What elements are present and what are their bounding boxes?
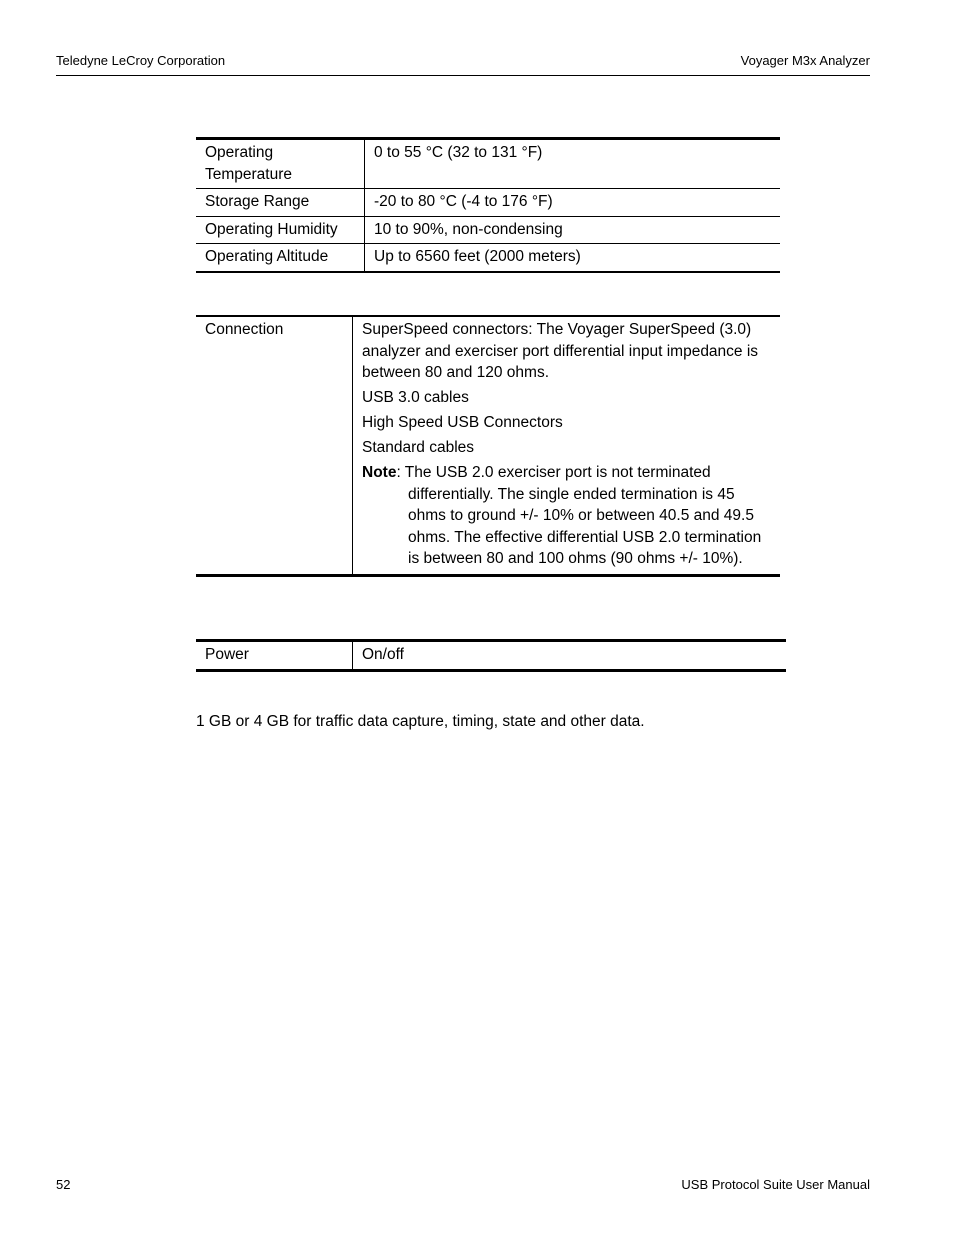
row-label: Storage Range xyxy=(196,189,365,217)
row-value: Up to 6560 feet (2000 meters) xyxy=(365,244,781,272)
table-row xyxy=(196,189,780,217)
table-row xyxy=(196,216,780,244)
row-label: Operating Humidity xyxy=(196,216,365,244)
note-text: : The USB 2.0 exerciser port is not terminated differentially. The single ended termination is 45 ohms to ground +/- 10% or between 40.5 and 49.5 ohms. The effective differential USB 2.0 termination is between 80 and 100 ohms (90 ohms +/- 10%). xyxy=(396,464,762,567)
note-label: Note xyxy=(362,464,397,481)
connection-line: Standard cables xyxy=(362,439,475,456)
row-value: 0 to 55 °C (32 to 131 °F) xyxy=(374,144,543,161)
table-row xyxy=(196,641,786,671)
row-label: Operating Altitude xyxy=(196,244,365,272)
memory-paragraph: 1 GB or 4 GB for traffic data capture, timing, state and other data. xyxy=(196,713,645,730)
row-value: -20 to 80 °C (-4 to 176 °F) xyxy=(365,189,781,217)
connection-line: High Speed USB Connectors xyxy=(362,414,563,431)
row-label: Power xyxy=(196,641,353,671)
header-product: Voyager M3x Analyzer xyxy=(740,53,870,68)
header-company: Teledyne LeCroy Corporation xyxy=(56,53,226,68)
connection-table xyxy=(196,315,780,577)
table-row xyxy=(196,316,780,575)
row-label: Operating Temperature xyxy=(196,139,365,189)
environment-table xyxy=(196,137,780,273)
row-value: 10 to 90%, non-condensing xyxy=(365,216,781,244)
page-number: 52 xyxy=(56,1177,71,1192)
termination-note xyxy=(362,462,772,570)
connection-line: SuperSpeed connectors: The Voyager SuperSpeed (3.0) analyzer and exerciser port differential input impedance is between 80 and 120 ohms. xyxy=(362,321,759,381)
row-label: Connection xyxy=(196,316,353,575)
table-row xyxy=(196,244,780,272)
footer-manual-title: USB Protocol Suite User Manual xyxy=(681,1177,870,1192)
table-row xyxy=(196,139,780,189)
row-value: On/off xyxy=(362,646,404,663)
page-header xyxy=(56,53,870,76)
row-value xyxy=(353,316,781,575)
power-table xyxy=(196,639,786,672)
connection-line: USB 3.0 cables xyxy=(362,389,469,406)
